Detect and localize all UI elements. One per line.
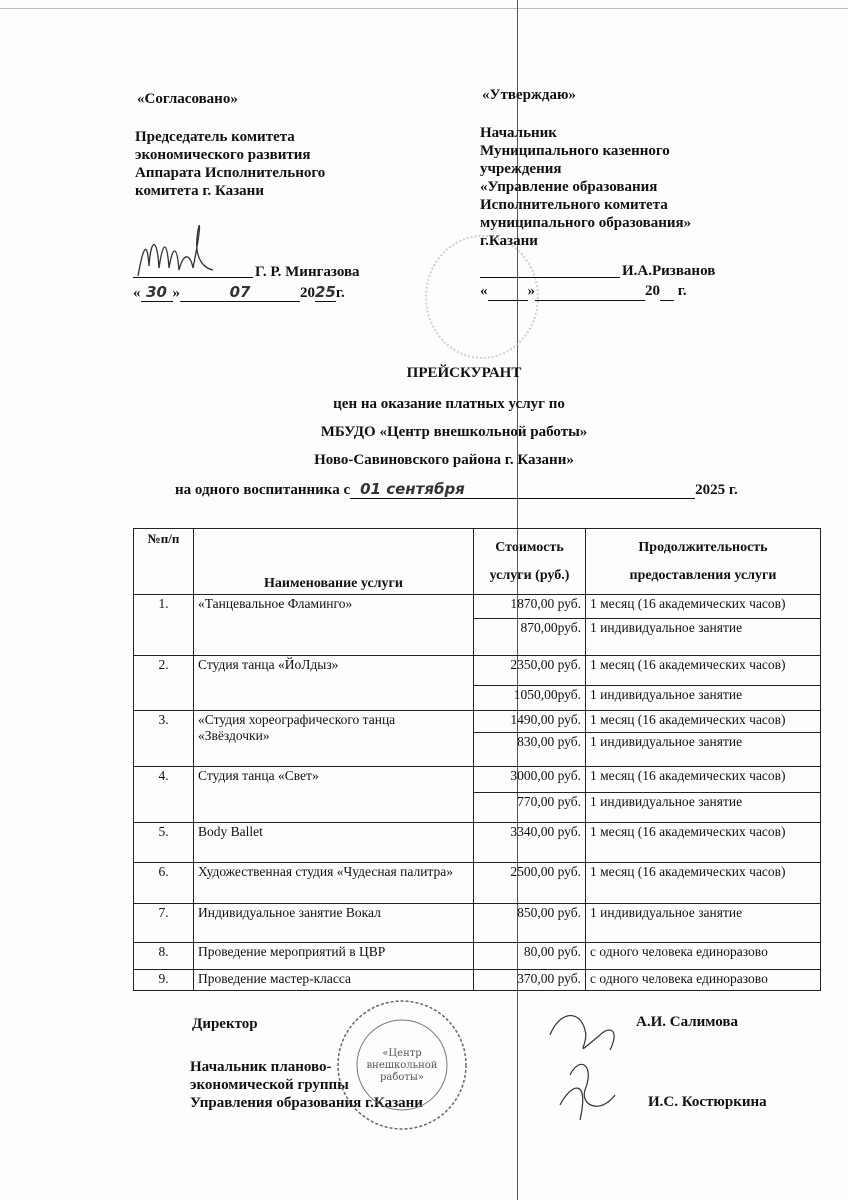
- service-price: 830,00 руб.: [474, 733, 586, 767]
- service-duration: 1 месяц (16 академических часов): [586, 863, 821, 904]
- service-price: 850,00 руб.: [474, 904, 586, 943]
- service-price: 3000,00 руб.: [474, 767, 586, 793]
- signature-salimova: [540, 1005, 630, 1125]
- service-price: 1490,00 руб.: [474, 711, 586, 733]
- position-line: Начальник: [480, 125, 557, 141]
- table-row: [134, 823, 821, 863]
- position-line: «Управление образования: [480, 179, 658, 195]
- service-name: Художественная студия «Чудесная палитра»: [194, 863, 474, 904]
- service-duration: 1 индивидуальное занятие: [586, 686, 821, 711]
- service-duration: 1 индивидуальное занятие: [586, 793, 821, 823]
- service-name: Проведение мастер-класса: [194, 970, 474, 991]
- service-duration: с одного человека единоразово: [586, 943, 821, 970]
- service-name: Студия танца «ЙоЛдыз»: [194, 656, 474, 711]
- director-label: Директор: [192, 1016, 258, 1032]
- heading-line: цен на оказание платных услуг по: [333, 396, 565, 412]
- table-row: [134, 904, 821, 943]
- service-price: 1050,00руб.: [474, 686, 586, 711]
- header-price: Стоимость услуги (руб.): [474, 529, 586, 595]
- official-stamp: [335, 998, 470, 1133]
- right-position: [480, 124, 691, 250]
- signer-rizvanov: И.А.Ризванов: [622, 263, 716, 279]
- position-line: учреждения: [480, 161, 562, 177]
- service-name: Проведение мероприятий в ЦВР: [194, 943, 474, 970]
- table-row: [134, 863, 821, 904]
- service-price: 370,00 руб.: [474, 970, 586, 991]
- director-name: А.И. Салимова: [636, 1014, 739, 1030]
- position-line: Исполнительного комитета: [480, 197, 668, 213]
- position-line: Муниципального казенного: [480, 143, 670, 159]
- service-name: Body Ballet: [194, 823, 474, 863]
- row-number: 4.: [134, 767, 194, 823]
- position-line: комитета г. Казани: [135, 183, 264, 199]
- service-price: 2350,00 руб.: [474, 656, 586, 686]
- row-number: 7.: [134, 904, 194, 943]
- row-number: 6.: [134, 863, 194, 904]
- service-name: Индивидуальное занятие Вокал: [194, 904, 474, 943]
- service-price: 1870,00 руб.: [474, 595, 586, 619]
- service-duration: 1 месяц (16 академических часов): [586, 656, 821, 686]
- service-duration: 1 месяц (16 академических часов): [586, 823, 821, 863]
- svg-text:«Центр: «Центр: [382, 1048, 422, 1059]
- service-duration: 1 месяц (16 академических часов): [586, 711, 821, 733]
- row-number: 1.: [134, 595, 194, 656]
- table-row: [134, 595, 821, 619]
- table-row: [134, 943, 821, 970]
- service-duration: 1 индивидуальное занятие: [586, 733, 821, 767]
- planning-name: И.С. Костюркина: [648, 1094, 767, 1110]
- approved-title: «Согласовано»: [137, 91, 238, 107]
- heading-line: МБУДО «Центр внешкольной работы»: [320, 424, 588, 440]
- service-duration: 1 месяц (16 академических часов): [586, 767, 821, 793]
- svg-text:работы»: работы»: [379, 1072, 425, 1083]
- header-num: №п/п: [134, 529, 194, 595]
- header-duration: Продолжительность предоставления услуги: [586, 529, 821, 595]
- left-date: « 30 » 07 2025г.: [133, 283, 345, 301]
- row-number: 5.: [134, 823, 194, 863]
- service-price: 870,00руб.: [474, 619, 586, 656]
- table-row: [134, 970, 821, 991]
- service-price: 770,00 руб.: [474, 793, 586, 823]
- svg-text:внешкольной: внешкольной: [366, 1060, 438, 1071]
- service-name: «Студия хореографического танца «Звёздочки»: [194, 711, 474, 767]
- service-duration: с одного человека единоразово: [586, 970, 821, 991]
- planning-position: Начальник планово- экономической группы Управления образования г.Казани: [190, 1059, 423, 1111]
- left-position: [135, 128, 325, 200]
- service-duration: 1 индивидуальное занятие: [586, 904, 821, 943]
- right-date: « » 20 г.: [480, 283, 687, 299]
- price-table: [133, 528, 821, 991]
- signer-mingazova: Г. Р. Мингазова: [255, 264, 360, 280]
- service-price: 2500,00 руб.: [474, 863, 586, 904]
- document-title: ПРЕЙСКУРАНТ: [406, 365, 522, 381]
- table-row: [134, 767, 821, 793]
- service-price: 80,00 руб.: [474, 943, 586, 970]
- service-duration: 1 месяц (16 академических часов): [586, 595, 821, 619]
- approve-title: «Утверждаю»: [482, 87, 576, 103]
- row-number: 8.: [134, 943, 194, 970]
- position-line: Аппарата Исполнительного: [135, 165, 326, 181]
- service-price: 3340,00 руб.: [474, 823, 586, 863]
- table-row: [134, 711, 821, 733]
- position-line: Председатель комитета: [135, 129, 295, 145]
- service-name: «Танцевальное Фламинго»: [194, 595, 474, 656]
- signature-mingazova: [133, 218, 253, 278]
- scan-edge: [0, 8, 848, 9]
- position-line: экономического развития: [135, 147, 311, 163]
- header-name: Наименование услуги: [194, 529, 474, 595]
- position-line: г.Казани: [480, 233, 538, 249]
- row-number: 9.: [134, 970, 194, 991]
- table-row: [134, 656, 821, 686]
- service-duration: 1 индивидуальное занятие: [586, 619, 821, 656]
- row-number: 2.: [134, 656, 194, 711]
- signature-line: [133, 277, 253, 278]
- row-number: 3.: [134, 711, 194, 767]
- heading-line: Ново-Савиновского района г. Казани»: [314, 452, 574, 468]
- position-line: муниципального образования»: [480, 215, 692, 231]
- heading-date-line: на одного воспитанника с 01 сентября 2025 г.: [175, 480, 738, 498]
- service-name: Студия танца «Свет»: [194, 767, 474, 823]
- signature-line: [480, 277, 620, 278]
